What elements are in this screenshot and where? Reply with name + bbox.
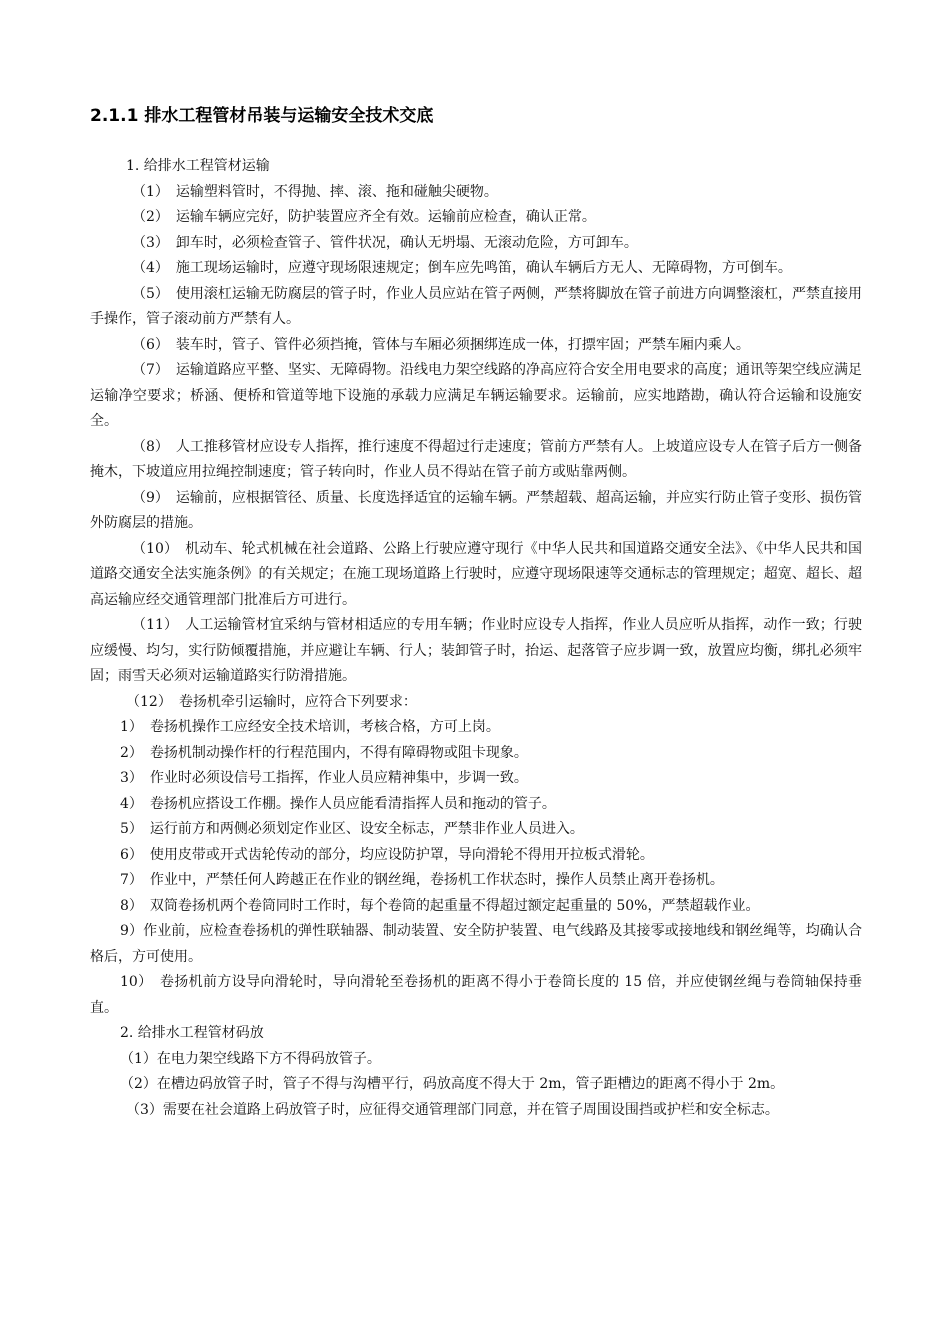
paragraph: （12） 卷扬机牵引运输时，应符合下列要求： [126,693,417,710]
paragraph: （2）在槽边码放管子时，管子不得与沟槽平行，码放高度不得大于 2m，管子距槽边的距离不得小于 2m。 [120,1076,785,1092]
document-page [90,104,862,1123]
paragraph: 9）作业前，应检查卷扬机的弹性联轴器、制动装置、安全防护装置、电气线路及其接零或接地线和钢丝绳等，均确认合格后，方可使用。 [90,923,862,965]
paragraph: 2. 给排水工程管材码放 [120,1025,264,1041]
paragraph: （4） 施工现场运输时，应遵守现场限速规定；倒车应先鸣笛，确认车辆后方无人、无障碍物，方可倒车。 [132,260,792,276]
paragraph: （11） 人工运输管材宜采纳与管材相适应的专用车辆；作业时应设专人指挥，作业人员应听从指挥，动作一致；行驶应缓慢、均匀，实行防倾覆措施，并应避让车辆、行人；装卸管子时，抬运、起落管子应步调一致，放置应均衡，绑扎必须牢固；雨雪天必须对运输道路实行防滑措施。 [90,617,862,684]
paragraph: 4） 卷扬机应搭设工作棚。操作人员应能看清指挥人员和拖动的管子。 [120,795,556,812]
paragraph: 1） 卷扬机操作工应经安全技术培训，考核合格，方可上岗。 [120,719,500,735]
paragraph: 3） 作业时必须设信号工指挥，作业人员应精神集中，步调一致。 [120,770,528,786]
paragraph: 5） 运行前方和两侧必须划定作业区、设安全标志，严禁非作业人员进入。 [120,821,584,837]
paragraph: （9） 运输前，应根据管径、质量、长度选择适宜的运输车辆。严禁超载、超高运输，并应实行防止管子变形、损伤管外防腐层的措施。 [90,489,862,531]
paragraph: （1）在电力架空线路下方不得码放管子。 [120,1050,381,1067]
paragraph: 7） 作业中，严禁任何人跨越正在作业的钢丝绳，卷扬机工作状态时，操作人员禁止离开卷扬机。 [120,872,724,888]
paragraph: （8） 人工推移管材应设专人指挥，推行速度不得超过行走速度；管前方严禁有人。上坡道应设专人在管子后方一侧备掩木，下坡道应用拉绳控制速度；管子转向时，作业人员不得站在管子前方或贴靠两侧。 [90,438,862,480]
section-title: 2.1.1 排水工程管材吊装与运输安全技术交底 [90,106,434,126]
paragraph: （7） 运输道路应平整、坚实、无障碍物。沿线电力架空线路的净高应符合安全用电要求的高度；通讯等架空线应满足运输净空要求；桥涵、便桥和管道等地下设施的承载力应满足车辆运输要求。运输前，应实地踏勘，确认符合运输和设施安全。 [90,362,862,429]
paragraph: 2） 卷扬机制动操作杆的行程范围内，不得有障碍物或阻卡现象。 [120,744,528,761]
paragraph: 1. 给排水工程管材运输 [126,158,270,174]
paragraph: （10） 机动车、轮式机械在社会道路、公路上行驶应遵守现行《中华人民共和国道路交通安全法》、《中华人民共和国道路交通安全法实施条例》的有关规定；在施工现场道路上行驶时，应遵守现场限速等交通标志的管理规定；超宽、超长、超高运输应经交通管理部门批准后方可进行。 [90,540,862,608]
paragraph: （3）需要在社会道路上码放管子时，应征得交通管理部门同意，并在管子周围设围挡或护栏和安全标志。 [126,1101,779,1118]
paragraph: 8） 双筒卷扬机两个卷筒同时工作时，每个卷筒的起重量不得超过额定起重量的 50%，严禁超载作业。 [120,897,760,914]
paragraph: 6） 使用皮带或开式齿轮传动的部分，均应设防护罩，导向滑轮不得用开拉板式滑轮。 [120,846,654,863]
paragraph: （6） 装车时，管子、管件必须挡掩，管体与车厢必须捆绑连成一体，打摽牢固；严禁车厢内乘人。 [132,336,750,353]
document-body [90,154,862,1123]
paragraph: 10） 卷扬机前方设导向滑轮时，导向滑轮至卷扬机的距离不得小于卷筒长度的 15 倍，并应使钢丝绳与卷筒轴保持垂直。 [90,974,862,1016]
paragraph: （3） 卸车时，必须检查管子、管件状况，确认无坍塌、无滚动危险，方可卸车。 [132,234,638,251]
paragraph: （2） 运输车辆应完好，防护装置应齐全有效。运输前应检查，确认正常。 [132,209,596,225]
paragraph: （5） 使用滚杠运输无防腐层的管子时，作业人员应站在管子两侧，严禁将脚放在管子前进方向调整滚杠，严禁直接用手操作，管子滚动前方严禁有人。 [90,285,862,327]
paragraph: （1） 运输塑料管时，不得抛、摔、滚、拖和碰触尖硬物。 [132,183,498,200]
